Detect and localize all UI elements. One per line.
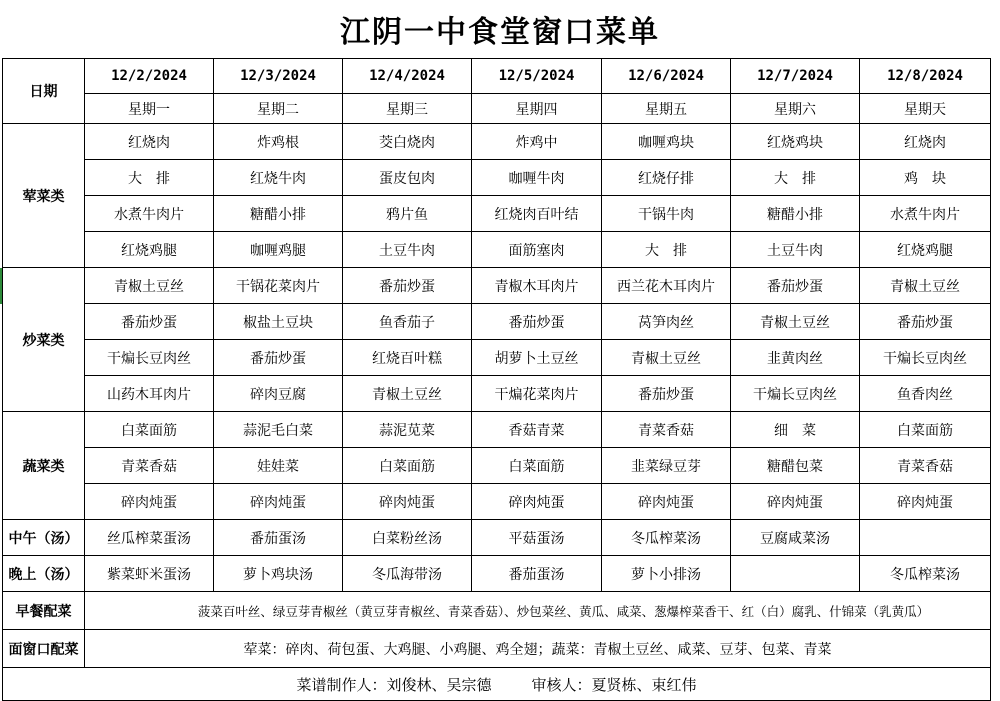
soup-cell: 白菜粉丝汤: [343, 520, 472, 556]
dish-cell: 炸鸡中: [472, 124, 602, 160]
dish-cell: 干煸长豆肉丝: [860, 340, 991, 376]
dish-cell: 白菜面筋: [472, 448, 602, 484]
weekday-cell: 星期五: [602, 94, 731, 124]
dish-cell: 水煮牛肉片: [860, 196, 991, 232]
soup-cell: 豆腐咸菜汤: [731, 520, 860, 556]
dish-cell: 红烧肉: [860, 124, 991, 160]
dish-cell: 红烧鸡腿: [860, 232, 991, 268]
date-label: 日期: [3, 59, 85, 124]
dish-cell: 蒜泥苋菜: [343, 412, 472, 448]
soup-cell: 萝卜鸡块汤: [214, 556, 343, 592]
dish-cell: 碎肉炖蛋: [85, 484, 214, 520]
date-cell: 12/2/2024: [85, 59, 214, 94]
date-cell: 12/7/2024: [731, 59, 860, 94]
stirfry-category-row: [3, 304, 991, 340]
veg-category-row: [3, 448, 991, 484]
dish-cell: 韭菜绿豆芽: [602, 448, 731, 484]
dish-cell: 面筋塞肉: [472, 232, 602, 268]
soup-cell: 冬瓜榨菜汤: [602, 520, 731, 556]
dish-cell: 碎肉炖蛋: [343, 484, 472, 520]
dish-cell: 青菜香菇: [602, 412, 731, 448]
soup-cell: 番茄蛋汤: [214, 520, 343, 556]
meat-category-label: 荤菜类: [3, 124, 85, 268]
weekday-cell: 星期二: [214, 94, 343, 124]
veg-category-label: 蔬菜类: [3, 412, 85, 520]
dish-cell: 干锅牛肉: [602, 196, 731, 232]
weekday-row: [3, 94, 991, 124]
dish-cell: 白菜面筋: [860, 412, 991, 448]
noodle-window-text: 荤菜：碎肉、荷包蛋、大鸡腿、小鸡腿、鸡全翅；蔬菜：青椒土豆丝、咸菜、豆芽、包菜、青菜: [85, 630, 991, 668]
dish-cell: 红烧鸡腿: [85, 232, 214, 268]
dish-cell: 白菜面筋: [85, 412, 214, 448]
dish-cell: 咖喱牛肉: [472, 160, 602, 196]
dish-cell: 青椒木耳肉片: [472, 268, 602, 304]
soup-cell: 番茄蛋汤: [472, 556, 602, 592]
evening-soup-row: [3, 556, 991, 592]
soup-cell: 冬瓜榨菜汤: [860, 556, 991, 592]
dish-cell: 胡萝卜土豆丝: [472, 340, 602, 376]
dish-cell: 青椒土豆丝: [602, 340, 731, 376]
meat-category-row: [3, 124, 991, 160]
soup-cell: 丝瓜榨菜蛋汤: [85, 520, 214, 556]
breakfast-label: 早餐配菜: [3, 592, 85, 630]
dish-cell: 鸦片鱼: [343, 196, 472, 232]
date-cell: 12/4/2024: [343, 59, 472, 94]
menu-reviewer: 审核人：夏贤栋、束红伟: [531, 675, 697, 694]
menu-maker: 菜谱制作人：刘俊林、吴宗德: [296, 675, 492, 694]
meat-category-row: [3, 232, 991, 268]
dish-cell: 蒜泥毛白菜: [214, 412, 343, 448]
menu-table: [2, 58, 991, 701]
footer-row: [3, 668, 991, 701]
weekday-cell: 星期四: [472, 94, 602, 124]
dish-cell: 碎肉炖蛋: [860, 484, 991, 520]
dish-cell: 干锅花菜肉片: [214, 268, 343, 304]
evening-soup-label: 晚上（汤）: [3, 556, 85, 592]
dish-cell: 咖喱鸡块: [602, 124, 731, 160]
stirfry-category-row: [3, 268, 991, 304]
dish-cell: 糖醋小排: [731, 196, 860, 232]
dish-cell: 韭黄肉丝: [731, 340, 860, 376]
dish-cell: 青菜香菇: [85, 448, 214, 484]
soup-cell: 紫菜虾米蛋汤: [85, 556, 214, 592]
date-cell: 12/8/2024: [860, 59, 991, 94]
dish-cell: 碎肉炖蛋: [472, 484, 602, 520]
dish-cell: 番茄炒蛋: [343, 268, 472, 304]
soup-cell: [860, 520, 991, 556]
weekday-cell: 星期六: [731, 94, 860, 124]
dish-cell: 椒盐土豆块: [214, 304, 343, 340]
dish-cell: 炸鸡根: [214, 124, 343, 160]
dish-cell: 红烧牛肉: [214, 160, 343, 196]
dish-cell: 番茄炒蛋: [602, 376, 731, 412]
dish-cell: 红烧鸡块: [731, 124, 860, 160]
dish-cell: 青椒土豆丝: [731, 304, 860, 340]
page-title: 江阴一中食堂窗口菜单: [340, 15, 660, 50]
date-row: [3, 59, 991, 94]
breakfast-row: [3, 592, 991, 630]
meat-category-row: [3, 160, 991, 196]
dish-cell: 碎肉豆腐: [214, 376, 343, 412]
dish-cell: 碎肉炖蛋: [602, 484, 731, 520]
dish-cell: 干煸花菜肉片: [472, 376, 602, 412]
dish-cell: 红烧肉: [85, 124, 214, 160]
dish-cell: 蛋皮包肉: [343, 160, 472, 196]
weekday-cell: 星期一: [85, 94, 214, 124]
dish-cell: 番茄炒蛋: [85, 304, 214, 340]
dish-cell: 鸡 块: [860, 160, 991, 196]
dish-cell: 番茄炒蛋: [860, 304, 991, 340]
veg-category-row: [3, 412, 991, 448]
dish-cell: 鱼香茄子: [343, 304, 472, 340]
dish-cell: 番茄炒蛋: [472, 304, 602, 340]
weekday-cell: 星期天: [860, 94, 991, 124]
noon-soup-row: [3, 520, 991, 556]
stirfry-category-row: [3, 376, 991, 412]
dish-cell: 大 排: [602, 232, 731, 268]
soup-cell: 冬瓜海带汤: [343, 556, 472, 592]
dish-cell: 红烧肉百叶结: [472, 196, 602, 232]
meat-category-row: [3, 196, 991, 232]
dish-cell: 糖醋包菜: [731, 448, 860, 484]
dish-cell: 红烧仔排: [602, 160, 731, 196]
stirfry-category-label: 炒菜类: [3, 268, 85, 412]
dish-cell: 干煸长豆肉丝: [85, 340, 214, 376]
date-cell: 12/3/2024: [214, 59, 343, 94]
dish-cell: 青椒土豆丝: [343, 376, 472, 412]
soup-cell: [731, 556, 860, 592]
dish-cell: 山药木耳肉片: [85, 376, 214, 412]
soup-cell: 萝卜小排汤: [602, 556, 731, 592]
dish-cell: 鱼香肉丝: [860, 376, 991, 412]
dish-cell: 青椒土豆丝: [85, 268, 214, 304]
stirfry-category-row: [3, 340, 991, 376]
dish-cell: 碎肉炖蛋: [214, 484, 343, 520]
footer-cell: [3, 668, 991, 701]
noon-soup-label: 中午（汤）: [3, 520, 85, 556]
dish-cell: 干煸长豆肉丝: [731, 376, 860, 412]
dish-cell: 茭白烧肉: [343, 124, 472, 160]
dish-cell: 糖醋小排: [214, 196, 343, 232]
noodle-window-row: [3, 630, 991, 668]
soup-cell: 平菇蛋汤: [472, 520, 602, 556]
dish-cell: 西兰花木耳肉片: [602, 268, 731, 304]
dish-cell: 咖喱鸡腿: [214, 232, 343, 268]
dish-cell: 番茄炒蛋: [214, 340, 343, 376]
date-cell: 12/6/2024: [602, 59, 731, 94]
dish-cell: 莴笋肉丝: [602, 304, 731, 340]
dish-cell: 水煮牛肉片: [85, 196, 214, 232]
dish-cell: 土豆牛肉: [731, 232, 860, 268]
breakfast-text: 菠菜百叶丝、绿豆芽青椒丝（黄豆芽青椒丝、青菜香菇）、炒包菜丝、黄瓜、咸菜、葱爆榨菜香干、红（白）腐乳、什锦菜（乳黄瓜）: [85, 592, 991, 630]
dish-cell: 大 排: [85, 160, 214, 196]
dish-cell: 青椒土豆丝: [860, 268, 991, 304]
dish-cell: 番茄炒蛋: [731, 268, 860, 304]
dish-cell: 青菜香菇: [860, 448, 991, 484]
dish-cell: 娃娃菜: [214, 448, 343, 484]
dish-cell: 细 菜: [731, 412, 860, 448]
dish-cell: 香菇青菜: [472, 412, 602, 448]
dish-cell: 土豆牛肉: [343, 232, 472, 268]
dish-cell: 红烧百叶糕: [343, 340, 472, 376]
veg-category-row: [3, 484, 991, 520]
dish-cell: 大 排: [731, 160, 860, 196]
noodle-window-label: 面窗口配菜: [3, 630, 85, 668]
dish-cell: 白菜面筋: [343, 448, 472, 484]
dish-cell: 碎肉炖蛋: [731, 484, 860, 520]
date-cell: 12/5/2024: [472, 59, 602, 94]
weekday-cell: 星期三: [343, 94, 472, 124]
